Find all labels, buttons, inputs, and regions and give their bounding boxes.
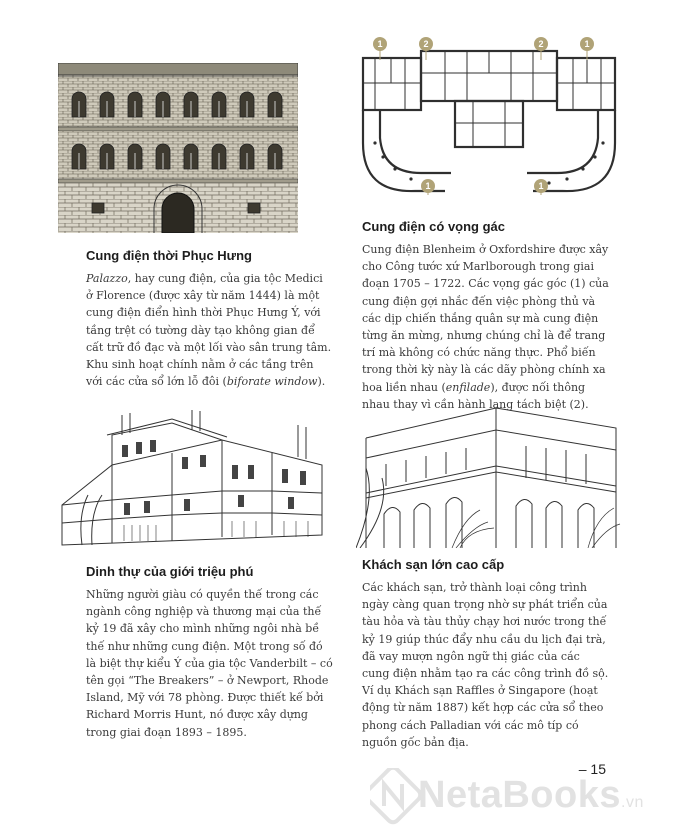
grand-hotel-heading: Khách sạn lớn cao cấp — [362, 557, 505, 572]
page-number: – 15 — [578, 761, 606, 777]
plan-marker-corner-tower — [421, 179, 435, 193]
biforate-term: biforate window — [226, 375, 318, 389]
blenheim-floor-plan — [355, 33, 623, 196]
plan-marker-label: 2 — [423, 39, 429, 49]
plan-marker-enfilade — [419, 37, 433, 51]
watchtower-palace-heading: Cung điện có vọng gác — [362, 219, 506, 234]
plan-marker-corner-tower — [534, 179, 548, 193]
watermark-brand: NetaBooks — [418, 774, 621, 816]
watchtower-text-main: Cung điện Blenheim ở Oxfordshire được xây cho Công tước xứ Marlborough trong giai đoạn 1705 – 1722. Các vọng gác góc (1) của cung điện gợi nhắc đến việc phòng thủ và các dịp chiến thắng quân sự mà cung điện từng ăn mừng, nhưng chúng chỉ là để trang trí mà không có chức năng thực. Phổ biến trong thời kỳ này là các dãy phòng chính xa hoa liền nhau ( — [362, 243, 609, 394]
grand-hotel-text: Các khách sạn, trở thành loại công trình ngày càng quan trọng nhờ sự phát triển của tàu hỏa và tàu thủy chạy hơi nước trong thế kỷ 19 giúp thúc đẩy nhu cầu du lịch đại trà, đã vay mượn ngôn ngữ thị giác của các cung điện nhằm tạo ra các công trình đồ sộ. Ví dụ Khách sạn Raffles ở Singapore (hoạt động từ năm 1887) kết hợp các cửa sổ theo phong cách Palladian với các mô típ có nguồn gốc bản địa. — [362, 581, 609, 749]
watchtower-text-end: ), được nối thông nhau thay vì cần hành lang tách biệt (2). — [362, 380, 589, 411]
enfilade-term: enfilade — [445, 380, 491, 394]
renaissance-text-main: , hay cung điện, của gia tộc Medici ở Florence (được xây từ năm 1444) là một cung điện điển hình thời Phục Hưng Ý, với tầng trệt có tường dày tạo không gian để cất trữ đồ đạc và một lối vào sân trung tâm. Khu sinh hoạt chính nằm ở các tầng trên với các cửa sổ lớn lỗ đôi ( — [86, 272, 332, 389]
renaissance-text-end: ). — [317, 375, 326, 389]
millionaire-mansion-text: Những người giàu có quyền thế trong các ngành công nghiệp và thương mại của thế kỷ 19 đã xây cho mình những ngôi nhà bề thế như những cung điện. Một trong số đó là biệt thự kiểu Ý của gia tộc Vanderbilt – có tên gọi “The Breakers” – ở Newport, Rhode Island, Mỹ với 78 phòng. Được thiết kế bởi Richard Morris Hunt, nó được xây dựng trong giai đoạn 1893 – 1895. — [86, 588, 333, 739]
plan-marker-label: 1 — [584, 39, 590, 49]
vanderbilt-mansion-sketch — [52, 395, 335, 550]
plan-marker-label: 2 — [538, 39, 544, 49]
palazzo-term: Palazzo — [86, 272, 128, 285]
watermark-text — [418, 774, 644, 817]
watermark-suffix: .vn — [621, 794, 644, 811]
renaissance-palace-text — [86, 270, 332, 390]
plan-marker-label: 1 — [538, 181, 544, 191]
plan-marker-label: 1 — [425, 181, 431, 191]
raffles-hotel-sketch — [356, 398, 622, 548]
plan-marker-label: 1 — [377, 39, 383, 49]
palazzo-illustration — [58, 63, 298, 233]
watchtower-palace-text — [362, 241, 610, 413]
millionaire-mansion-heading: Dinh thự của giới triệu phú — [86, 564, 254, 579]
plan-marker-enfilade — [534, 37, 548, 51]
plan-marker-corner-tower — [580, 37, 594, 51]
renaissance-palace-heading: Cung điện thời Phục Hưng — [86, 248, 252, 263]
plan-marker-corner-tower — [373, 37, 387, 51]
